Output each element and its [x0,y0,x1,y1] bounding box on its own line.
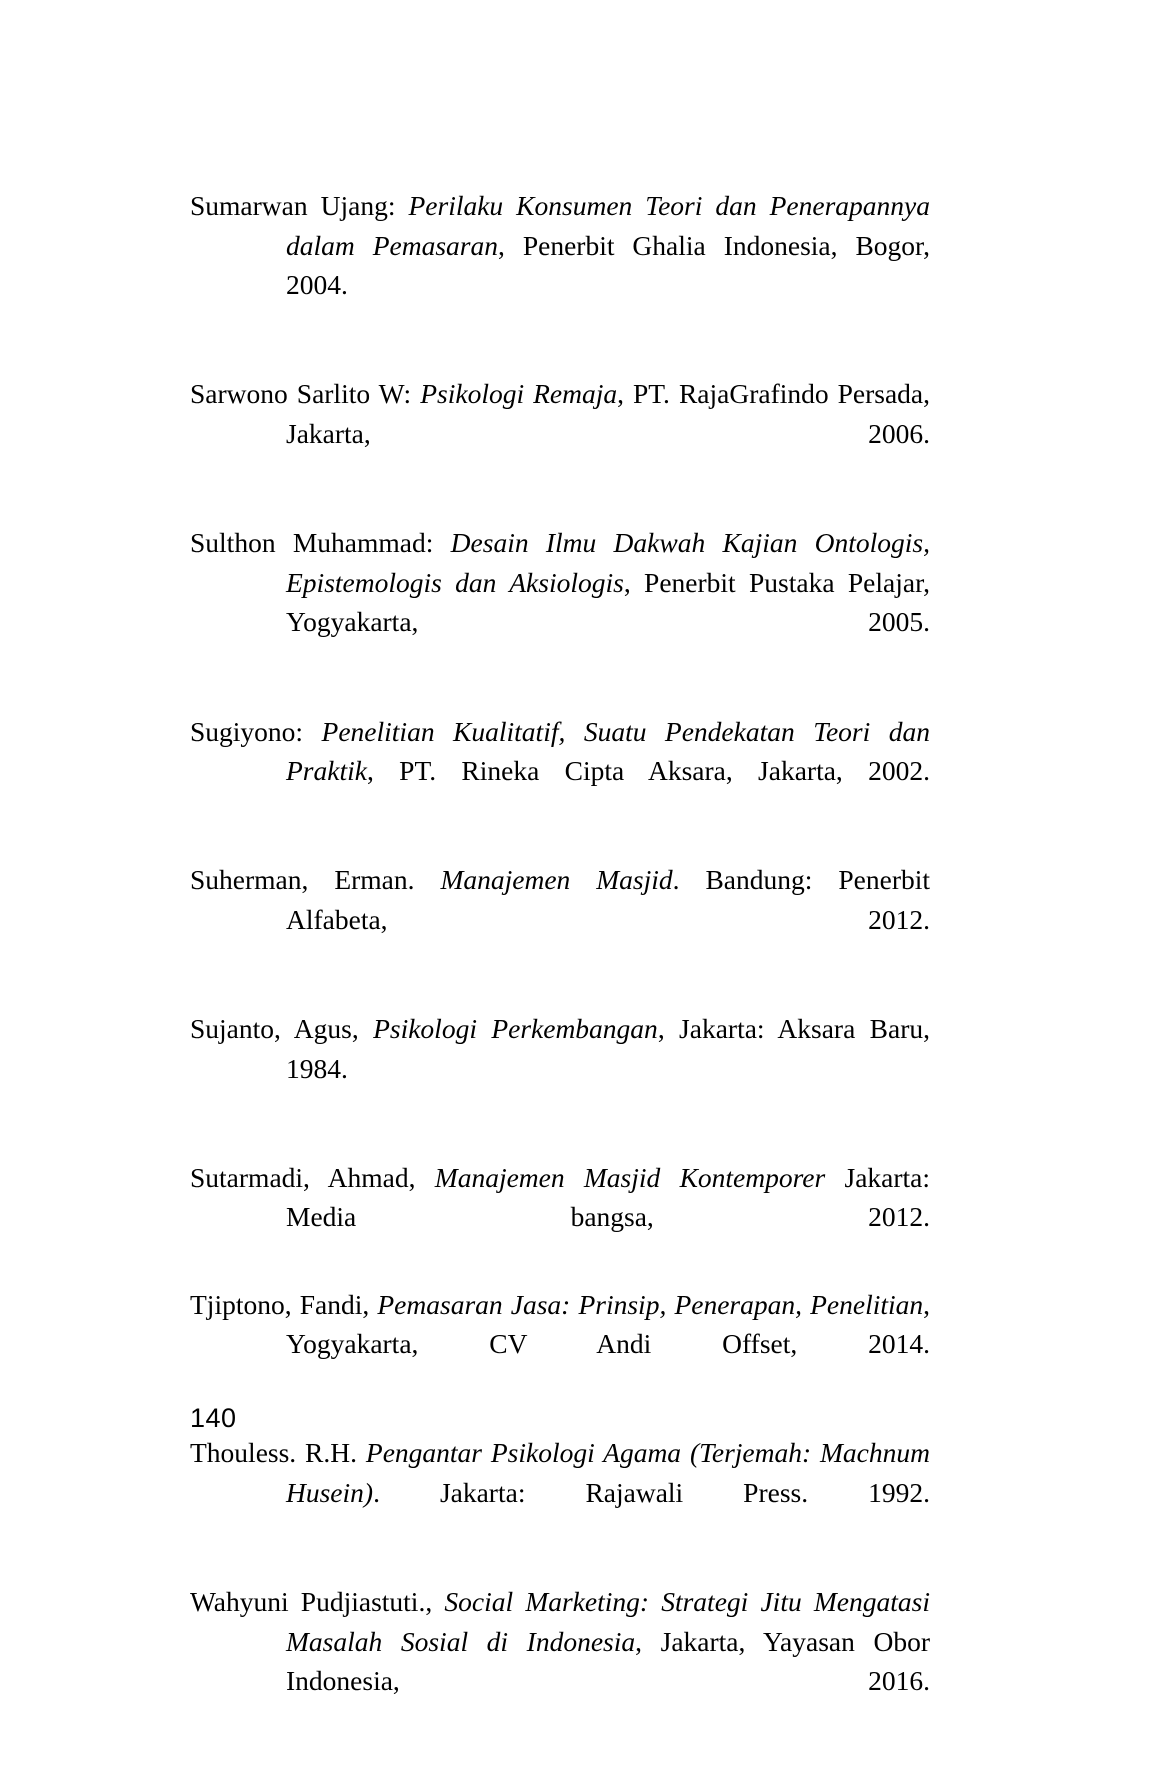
bibliography-entry-sarwono-sarlito-w-part-0: Sarwono Sarlito W: [190,378,421,410]
bibliography-entry-thouless-rh [190,1433,930,1552]
bibliography-entry-sugiyono-part-2: , PT. Rineka Cipta Aksara, Jakarta, 2002. [366,755,930,787]
bibliography-entry-tjiptono-fandi-part-1: Pemasaran Jasa: Prinsip, Penerapan, Penelitian [377,1288,924,1320]
bibliography-entry-thouless-rh-part-2: . Jakarta: Rajawali Press. 1992. [373,1477,930,1509]
bibliography-entry-tjiptono-fandi [190,1285,930,1404]
bibliography-entry-sujanto-agus-part-1: Psikologi Perkembangan [373,1013,658,1045]
bibliography-entry-suherman-erman-part-1: Manajemen Masjid [440,864,673,896]
bibliography-entry-wahyuni-pudjiastuti [190,1582,930,1740]
bibliography-entry-sujanto-agus-part-0: Sujanto, Agus, [190,1013,374,1045]
bibliography-entry-sarwono-sarlito-w-part-2: , PT. RajaGrafindo Persada, Jakarta, 2006. [286,378,931,449]
bibliography-entry-sumarwan-ujang [190,186,930,344]
bibliography-entry-suherman-erman-part-2: . Bandung: Penerbit Alfabeta, 2012. [286,864,931,935]
bibliography-entry-sulthon-muhammad-part-0: Sulthon Muhammad: [190,527,451,559]
bibliography-entry-sumarwan-ujang-part-1: Perilaku Konsumen Teori dan Penerapannya dalam Pemasaran [286,190,931,261]
bibliography-entry-suherman-erman [190,860,930,979]
bibliography-entry-sumarwan-ujang-part-0: Sumarwan Ujang: [190,190,409,221]
bibliography-entry-suherman-erman-part-0: Suherman, Erman. [190,864,441,896]
bibliography-entry-sarwono-sarlito-w [190,374,930,493]
bibliography-entry-sujanto-agus [190,1009,930,1128]
bibliography-entry-sujanto-agus-part-2: , Jakarta: Aksara Baru, 1984. [286,1013,931,1084]
bibliography-entry-sugiyono [190,712,930,831]
bibliography-entry-sutarmadi-ahmad-part-2: Jakarta: Media bangsa, 2012. [286,1161,931,1233]
bibliography-entry-tjiptono-fandi-part-2: , Yogyakarta, CV Andi Offset, 2014. [286,1288,931,1360]
bibliography-entry-thouless-rh-part-1: Pengantar Psikologi Agama (Terjemah: Machnum Husein) [286,1437,930,1509]
bibliography-entry-sulthon-muhammad-part-2: , Penerbit Pustaka Pelajar, Yogyakarta, 2005. [286,566,931,638]
bibliography-entry-thouless-rh-part-0: Thouless. R.H. [190,1437,366,1469]
bibliography-entry-sugiyono-part-0: Sugiyono: [190,715,322,747]
bibliography-entry-sutarmadi-ahmad [190,1158,930,1277]
bibliography-entry-sutarmadi-ahmad-part-1: Manajemen Masjid Kontemporer [434,1161,826,1193]
bibliography-entry-tjiptono-fandi-part-0: Tjiptono, Fandi, [190,1288,378,1320]
bibliography-entry-sulthon-muhammad [190,523,930,681]
bibliography-entry-sumarwan-ujang-part-2: , Penerbit Ghalia Indonesia, Bogor, 2004. [286,229,930,301]
page-number: 140 [190,1403,237,1433]
bibliography-entry-sulthon-muhammad-part-1: Desain Ilmu Dakwah Kajian Ontologis, Epistemologis dan Aksiologis [286,527,930,598]
bibliography-list [190,186,930,1771]
bibliography-entry-sutarmadi-ahmad-part-0: Sutarmadi, Ahmad, [190,1161,435,1193]
bibliography-entry-wahyuni-pudjiastuti-part-0: Wahyuni Pudjiastuti., [190,1586,445,1618]
bibliography-entry-sugiyono-part-1: Penelitian Kualitatif, Suatu Pendekatan Teori dan Praktik [286,715,930,787]
bibliography-entry-wahyuni-pudjiastuti-part-1: Social Marketing: Strategi Jitu Mengatasi Masalah Sosial di Indonesia [286,1586,931,1657]
bibliography-entry-sarwono-sarlito-w-part-1: Psikologi Remaja [420,378,618,410]
bibliography-entry-wahyuni-pudjiastuti-part-2: , Jakarta, Yayasan Obor Indonesia, 2016. [286,1625,930,1697]
